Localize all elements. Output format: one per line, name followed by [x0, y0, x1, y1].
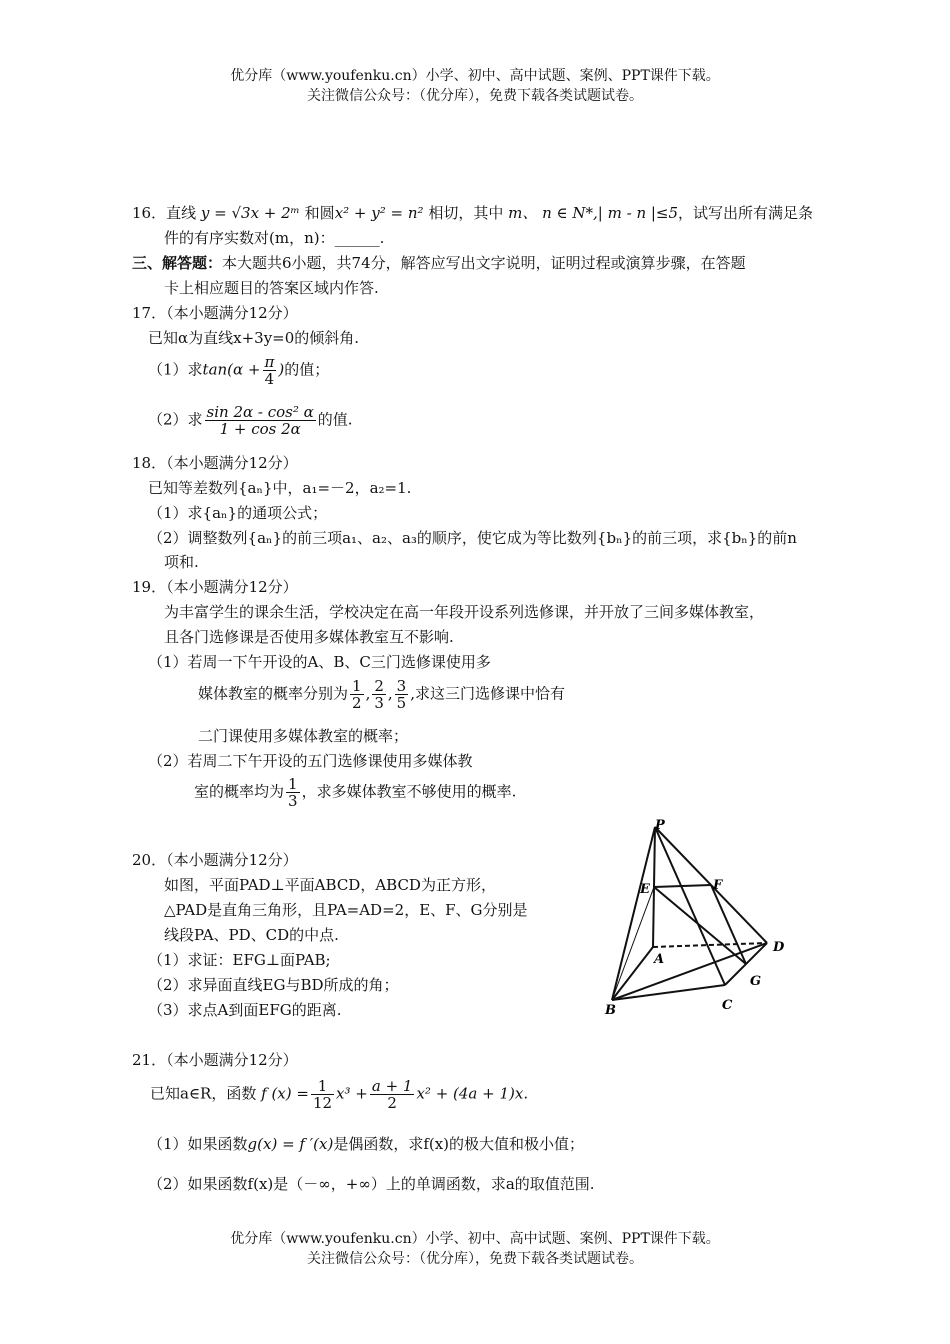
edge-EG: [654, 887, 746, 964]
q21-stem-text: 已知a∈R，函数: [150, 1084, 257, 1103]
q17-part-2-prefix: （2）求: [148, 410, 203, 429]
q19-part-2-line-2: [194, 776, 516, 809]
q21-part-2: （2）如果函数f(x)是（－∞，+∞）上的单调函数，求a的取值范围.: [148, 1175, 595, 1193]
label-D: D: [773, 940, 785, 955]
q17-part-1-prefix: （1）求: [148, 360, 203, 379]
q19-part-1: （1）若周一下午开设的A、B、C三门选修课使用多: [148, 653, 491, 671]
q19-part-2-ask: ，求多媒体教室不够使用的概率.: [301, 782, 517, 801]
q19-prob-d-den: 3: [288, 792, 298, 810]
q19-part-1-line-3: 二门课使用多媒体教室的概率；: [198, 727, 409, 745]
q21-frac-2: [370, 1078, 415, 1111]
q18-heading: 18．（本小题满分12分）: [132, 454, 298, 472]
q16-text-3: 相切，其中: [428, 204, 504, 222]
q19-stem-1: 为丰富学生的课余生活，学校决定在高一年段开设系列选修课，并开放了三间多媒体教室，: [164, 603, 765, 621]
footer-line-1: 优分库（www.youfenku.cn）小学、初中、高中试题、案例、PPT课件下载。: [230, 1231, 720, 1247]
q19-prob-a-num: 1: [352, 677, 362, 695]
q21-part-1-suffix: 是偶函数，求f(x)的极大值和极小值；: [333, 1135, 585, 1153]
q16-number: 16．: [132, 204, 167, 222]
q16-condition: m、 n ∈ N*,| m - n |≤5: [508, 204, 679, 222]
q16-text-5: ，试写出所有满足条: [678, 204, 814, 222]
label-P: P: [655, 818, 665, 833]
q21-heading: 21．（本小题满分12分）: [132, 1051, 298, 1069]
q21-frac-2-den: 2: [387, 1094, 397, 1112]
q21-part-1-prefix: （1）如果函数: [148, 1135, 248, 1153]
q17-pi-over-4: [263, 354, 277, 387]
q21-gx-equation: g(x) = f ′(x): [247, 1135, 334, 1153]
label-F: F: [713, 878, 723, 893]
q18-part-2: （2）调整数列{aₙ}的前三项a₁、a₂、a₃的顺序，使它成为等比数列{bₙ}的前三项，求{bₙ}的前n: [148, 529, 797, 547]
header-line-2: 关注微信公众号：（优分库），免费下载各类试题试卷。: [307, 88, 643, 104]
edge-PB: [612, 827, 655, 1000]
q17-part-2: [148, 404, 353, 437]
q21-part-1: [148, 1125, 584, 1155]
q20-stem-1: 如图，平面PAD⊥平面ABCD，ABCD为正方形，: [164, 876, 496, 894]
q17-fraction-numerator: sin 2α - cos² α: [206, 403, 314, 421]
q19-prob-c-den: 5: [396, 694, 407, 712]
q19-prob-c: [395, 678, 409, 711]
q20-heading: 20．（本小题满分12分）: [132, 851, 298, 869]
q16-line-equation: y = √3x + 2ᵐ: [200, 204, 300, 222]
q20-part-3: （3）求点A到面EFG的距离.: [148, 1001, 342, 1019]
label-A: A: [654, 952, 665, 967]
q18-stem: 已知等差数列{aₙ}中，a₁=－2，a₂=1.: [148, 479, 412, 497]
q19-part-1-line-2: 媒体教室的概率分别为 $\frac{1}{2}$ , $\frac{2}{3}$ , $\frac{3}{5}$ ,求这三门选修课中恰有: [198, 677, 566, 712]
q19-part-1-ask: 求这三门选修课中恰有: [415, 684, 566, 703]
q20-stem-3: 线段PA、PD、CD的中点.: [164, 926, 339, 944]
edge-AD: [653, 943, 767, 947]
q21-frac-1: [311, 1078, 334, 1111]
section-3-line-2: 卡上相应题目的答案区域内作答.: [164, 279, 379, 297]
footer-line-2: 关注微信公众号：（优分库），免费下载各类试题试卷。: [307, 1251, 643, 1267]
q17-part-1-tan: tan(α +: [202, 360, 261, 379]
q18-part-2-cont: 项和.: [164, 553, 199, 571]
edge-FG: [711, 885, 746, 964]
q19-part-1-text: 媒体教室的概率分别为: [198, 684, 349, 703]
q20-stem-2: △PAD是直角三角形，且PA=AD=2，E、F、G分别是: [164, 901, 528, 919]
q17-fraction-denominator: 1 + cos 2α: [219, 420, 301, 438]
section-3-text: 本大题共6小题，共74分，解答应写出文字说明，证明过程或演算步骤，在答题: [222, 254, 746, 272]
q19-prob-b-den: 3: [374, 694, 384, 712]
q21-frac-1-num: 1: [311, 1078, 334, 1095]
q21-frac-1-den: 12: [312, 1094, 333, 1112]
q19-prob-d: [286, 776, 300, 809]
q17-part-1-suffix: 的值；: [284, 360, 330, 379]
q21-fx: f (x) =: [261, 1084, 309, 1103]
section-3-label: 三、解答题：: [132, 254, 223, 272]
pyramid-figure: [600, 815, 800, 1020]
label-B: B: [605, 1003, 616, 1018]
q19-prob-d-num: 1: [288, 775, 298, 793]
q19-stem-2: 且各门选修课是否使用多媒体教室互不影响.: [164, 628, 454, 646]
q21-frac-2-num: a + 1: [371, 1077, 413, 1095]
q19-heading: 19．（本小题满分12分）: [132, 578, 298, 596]
q17-heading: 17．（本小题满分12分）: [132, 304, 298, 322]
q19-prob-c-num: 3: [396, 677, 407, 695]
section-3-line-1: [132, 252, 746, 274]
q17-pi-numerator: π: [264, 353, 275, 371]
label-E: E: [640, 882, 650, 897]
q21-stem: [150, 1078, 528, 1111]
q17-stem: 已知α为直线x+3y=0的倾斜角.: [148, 329, 360, 347]
q17-part-1: [148, 354, 329, 387]
header-line-1: 优分库（www.youfenku.cn）小学、初中、高中试题、案例、PPT课件下载。: [230, 68, 720, 84]
q16-line-1: [132, 202, 813, 224]
q21-term-2: x² + (4a + 1)x.: [416, 1084, 529, 1103]
q17-part-2-suffix: 的值.: [317, 410, 353, 429]
edge-BC: [612, 985, 725, 1000]
q20-part-1: （1）求证：EFG⊥面PAB;: [148, 951, 331, 969]
q19-part-2-text: 室的概率均为: [194, 782, 285, 801]
q17-pi-denominator: 4: [264, 370, 275, 388]
q19-prob-b: [372, 678, 386, 711]
q18-part-1: （1）求{aₙ}的通项公式；: [148, 504, 328, 522]
edge-PC: [655, 827, 725, 985]
q16-text-2: 和圆: [304, 204, 335, 222]
q19-prob-b-num: 2: [374, 677, 384, 695]
q17-part-1-close: ): [278, 360, 285, 379]
edge-EF: [654, 885, 711, 887]
q16-circle-equation: x² + y² = n²: [334, 204, 424, 222]
label-G: G: [750, 974, 762, 989]
q19-prob-a-den: 2: [352, 694, 362, 712]
q19-prob-a: [350, 678, 364, 711]
q16-text-1: 直线: [166, 204, 197, 222]
q17-fraction: [205, 404, 316, 437]
q21-term-1: x³ +: [336, 1084, 368, 1103]
q19-part-2: （2）若周二下午开设的五门选修课使用多媒体教: [148, 752, 473, 770]
edge-BE: [612, 887, 654, 1000]
label-C: C: [722, 998, 733, 1013]
q20-part-2: （2）求异面直线EG与BD所成的角；: [148, 976, 399, 994]
q16-line-2: 件的有序实数对(m，n)：______.: [164, 229, 385, 247]
